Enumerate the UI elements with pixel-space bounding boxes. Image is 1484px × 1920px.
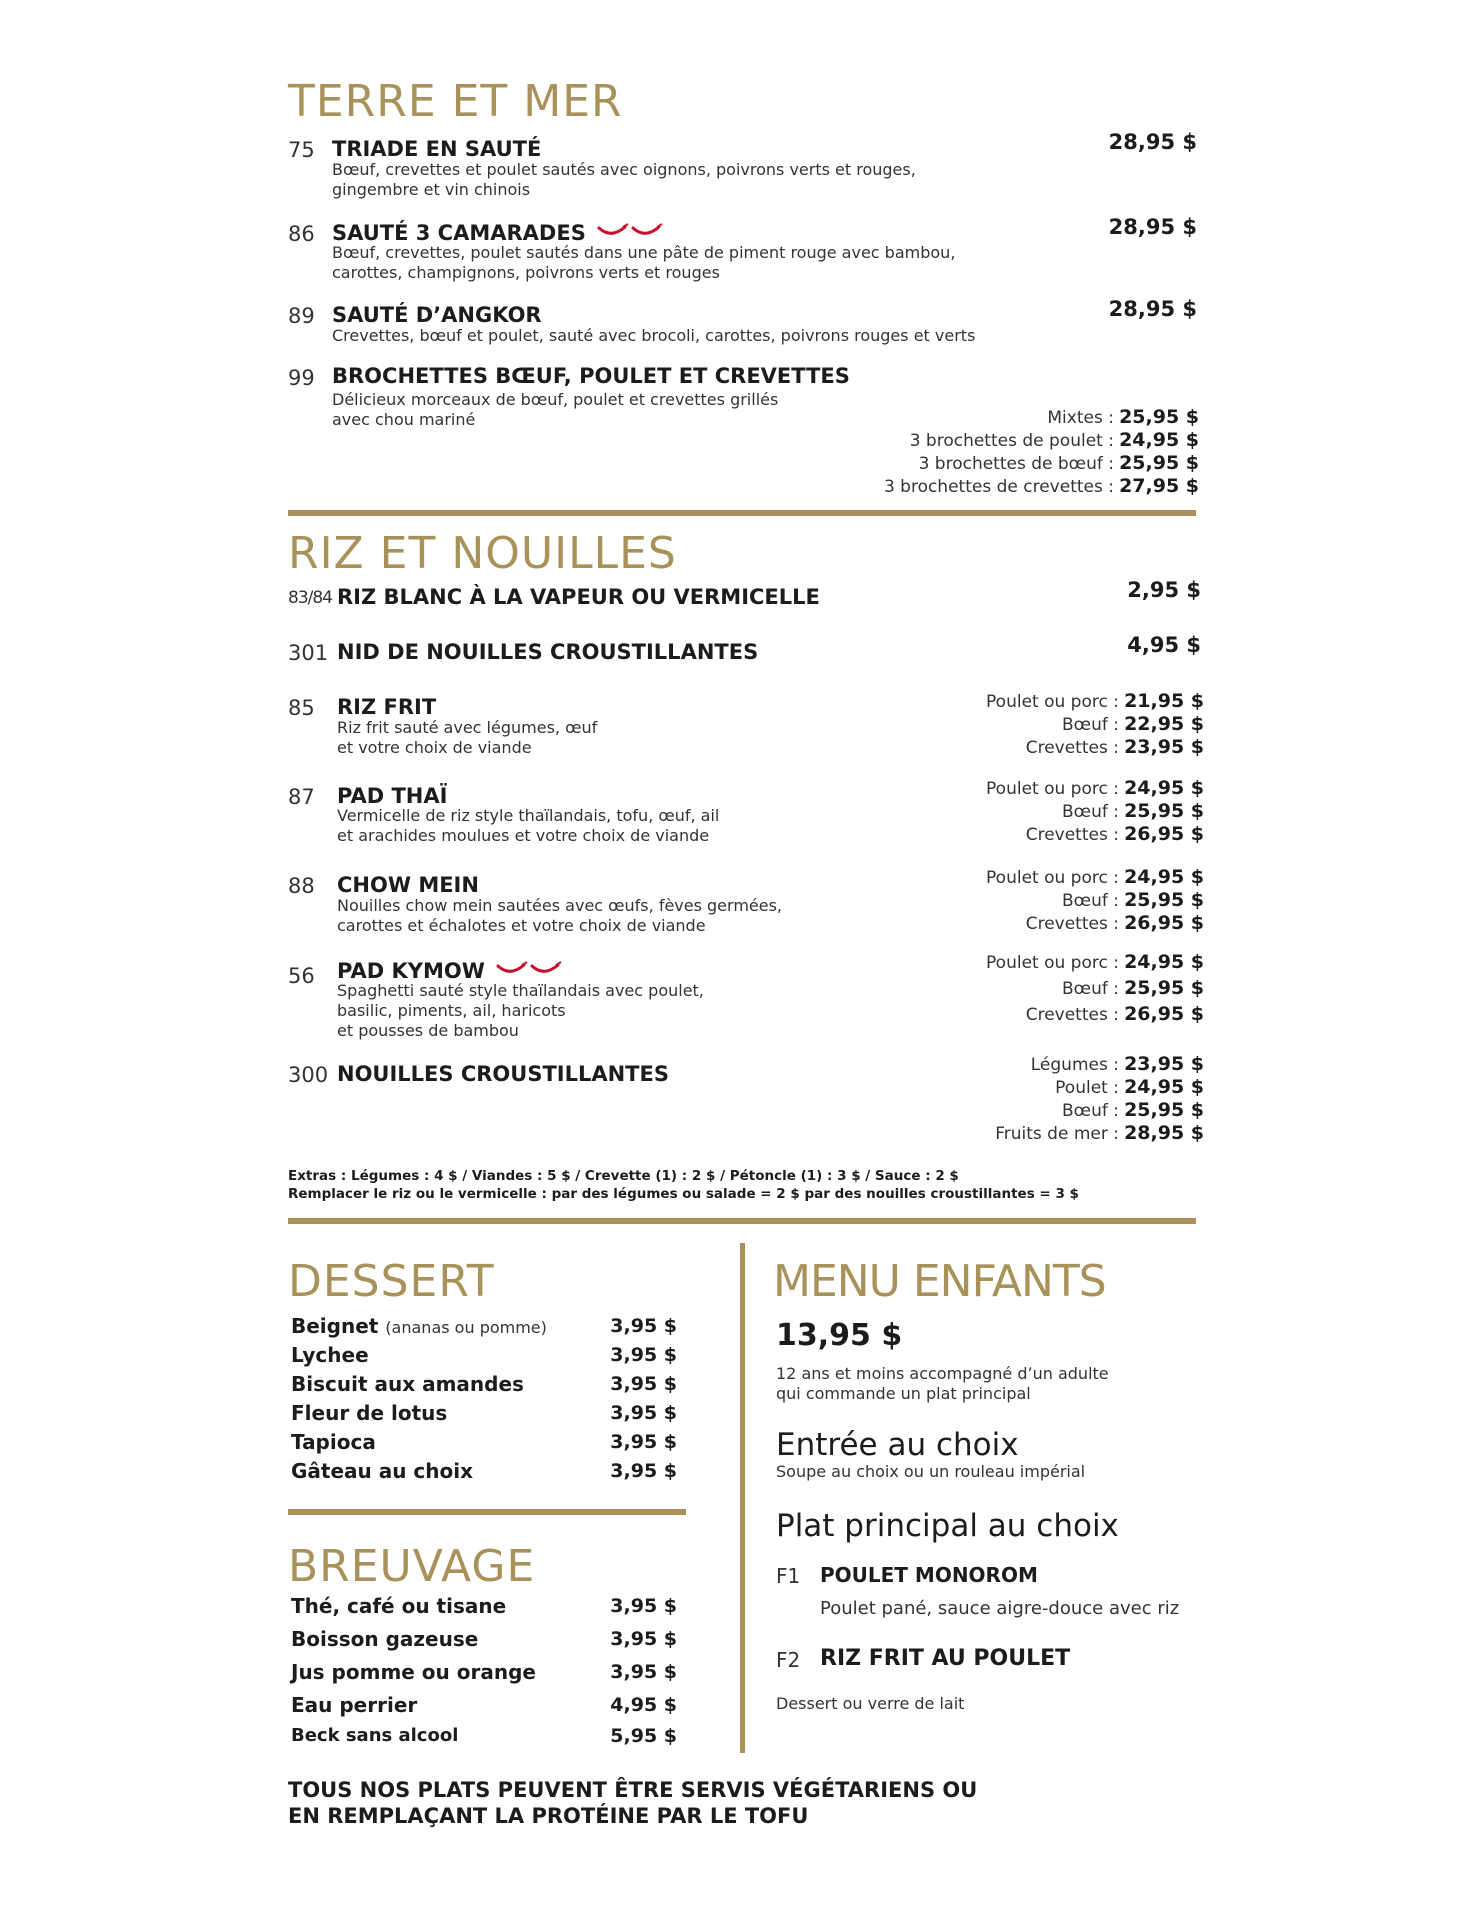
item-price-options: Poulet ou porc : 24,95 $ Bœuf : 25,95 $ Crevettes : 26,95 $ [986, 866, 1204, 934]
list-item-price: 3,95 $ [610, 1431, 677, 1453]
item-description: Spaghetti sauté style thaïlandais avec poulet, basilic, piments, ail, haricots et pousses de bambou [337, 981, 704, 1040]
list-item: Thé, café ou tisane [291, 1594, 507, 1618]
list-item: Lychee [291, 1343, 369, 1367]
list-item: Tapioca [291, 1430, 376, 1454]
list-item-price: 3,95 $ [610, 1628, 677, 1650]
item-number: 99 [288, 366, 315, 390]
list-item-price: 3,95 $ [610, 1460, 677, 1482]
item-price-options: Poulet ou porc : 24,95 $ Bœuf : 25,95 $ Crevettes : 26,95 $ [986, 777, 1204, 845]
item-name: TRIADE EN SAUTÉ [332, 137, 542, 161]
item-name: NID DE NOUILLES CROUSTILLANTES [337, 640, 759, 664]
section-title-riz-et-nouilles: RIZ ET NOUILLES [288, 528, 677, 579]
list-item-price: 4,95 $ [610, 1694, 677, 1716]
item-name: POULET MONOROM [820, 1563, 1038, 1587]
item-name: RIZ FRIT AU POULET [820, 1646, 1071, 1671]
item-description: Nouilles chow mein sautées avec œufs, fèves germées, carottes et échalotes et votre choix de viande [337, 896, 783, 935]
item-name: NOUILLES CROUSTILLANTES [337, 1062, 669, 1086]
item-price-options: Légumes : 23,95 $ Poulet : 24,95 $ Bœuf : 25,95 $ Fruits de mer : 28,95 $ [995, 1053, 1204, 1144]
extras-note: Extras : Légumes : 4 $ / Viandes : 5 $ / Crevette (1) : 2 $ / Pétoncle (1) : 3 $ / Sauce : 2 $ Remplacer le riz ou le vermicelle : par des légumes ou salade = 2 $ par des nouilles croustillantes = 3 $ [288, 1168, 1079, 1202]
list-item: Boisson gazeuse [291, 1627, 479, 1651]
item-name: SAUTÉ D’ANGKOR [332, 303, 542, 327]
vegetarian-note: TOUS NOS PLATS PEUVENT ÊTRE SERVIS VÉGÉTARIENS OU EN REMPLAÇANT LA PROTÉINE PAR LE TOFU [288, 1778, 978, 1828]
list-item-price: 3,95 $ [610, 1344, 677, 1366]
item-number: 86 [288, 222, 315, 246]
item-name: PAD THAÏ [337, 784, 448, 808]
section-title-breuvage: BREUVAGE [288, 1541, 536, 1592]
item-name: RIZ BLANC À LA VAPEUR OU VERMICELLE [337, 585, 820, 609]
kids-main-title: Plat principal au choix [776, 1508, 1119, 1544]
list-item-price: 3,95 $ [610, 1595, 677, 1617]
item-price-options: Poulet ou porc : 24,95 $ Bœuf : 25,95 $ Crevettes : 26,95 $ [986, 951, 1204, 1025]
item-description: Vermicelle de riz style thaïlandais, tofu, œuf, ail et arachides moulues et votre choix de viande [337, 806, 720, 845]
list-item: Gâteau au choix [291, 1459, 474, 1483]
kids-menu-price: 13,95 $ [776, 1318, 903, 1353]
list-item: Eau perrier [291, 1693, 418, 1717]
item-name: BROCHETTES BŒUF, POULET ET CREVETTES [332, 364, 850, 388]
section-title-dessert: DESSERT [288, 1256, 495, 1307]
item-number: F2 [776, 1648, 801, 1672]
kids-entree-description: Soupe au choix ou un rouleau impérial [776, 1462, 1086, 1481]
item-description: Délicieux morceaux de bœuf, poulet et crevettes grillés avec chou mariné [332, 390, 779, 429]
item-description: Bœuf, crevettes et poulet sautés avec oignons, poivrons verts et rouges, gingembre et vin chinois [332, 160, 916, 199]
kids-entree-title: Entrée au choix [776, 1427, 1019, 1463]
item-number: F1 [776, 1564, 801, 1588]
item-name: CHOW MEIN [337, 873, 479, 897]
list-item: Biscuit aux amandes [291, 1372, 524, 1396]
item-number: 56 [288, 964, 315, 988]
item-number: 85 [288, 696, 315, 720]
kids-dessert-note: Dessert ou verre de lait [776, 1694, 965, 1713]
list-item-price: 3,95 $ [610, 1373, 677, 1395]
item-price: 28,95 $ [1108, 215, 1197, 239]
list-item-price: 3,95 $ [610, 1402, 677, 1424]
item-name: SAUTÉ 3 CAMARADES [332, 221, 663, 246]
list-item: Jus pomme ou orange [291, 1660, 536, 1684]
list-item-price: 3,95 $ [610, 1661, 677, 1683]
list-item-price: 5,95 $ [610, 1725, 677, 1747]
item-price-options: Mixtes : 25,95 $ 3 brochettes de poulet : 24,95 $ 3 brochettes de bœuf : 25,95 $ 3 brochettes de crevettes : 27,95 $ [883, 406, 1199, 497]
section-title-terre-et-mer: TERRE ET MER [288, 76, 623, 127]
section-divider [288, 1509, 686, 1515]
item-name: PAD KYMOW [337, 959, 562, 984]
list-item: Fleur de lotus [291, 1401, 448, 1425]
item-description: Bœuf, crevettes, poulet sautés dans une pâte de piment rouge avec bambou, carottes, champignons, poivrons verts et rouges [332, 243, 956, 282]
section-divider [288, 510, 1196, 516]
item-number: 87 [288, 785, 315, 809]
item-price: 2,95 $ [1127, 578, 1201, 602]
item-number: 301 [288, 641, 329, 665]
item-description: Crevettes, bœuf et poulet, sauté avec brocoli, carottes, poivrons rouges et verts [332, 326, 976, 345]
item-number: 88 [288, 874, 315, 898]
item-description: Poulet pané, sauce aigre-douce avec riz [820, 1598, 1180, 1619]
list-item-price: 3,95 $ [610, 1315, 677, 1337]
section-title-menu-enfants: MENU ENFANTS [773, 1256, 1106, 1307]
item-number: 300 [288, 1063, 329, 1087]
section-divider [288, 1218, 1196, 1224]
item-price: 28,95 $ [1108, 130, 1197, 154]
item-name: RIZ FRIT [337, 695, 437, 719]
item-number: 83/84 [288, 588, 332, 608]
kids-menu-condition: 12 ans et moins accompagné d’un adulte qui commande un plat principal [776, 1364, 1109, 1403]
item-number: 75 [288, 138, 315, 162]
item-price: 4,95 $ [1127, 633, 1201, 657]
list-item: Beignet (ananas ou pomme) [291, 1314, 547, 1338]
item-price-options: Poulet ou porc : 21,95 $ Bœuf : 22,95 $ Crevettes : 23,95 $ [986, 690, 1204, 758]
column-divider [740, 1243, 745, 1753]
item-number: 89 [288, 304, 315, 328]
item-description: Riz frit sauté avec légumes, œuf et votre choix de viande [337, 718, 598, 757]
item-price: 28,95 $ [1108, 297, 1197, 321]
list-item: Beck sans alcool [291, 1725, 459, 1746]
